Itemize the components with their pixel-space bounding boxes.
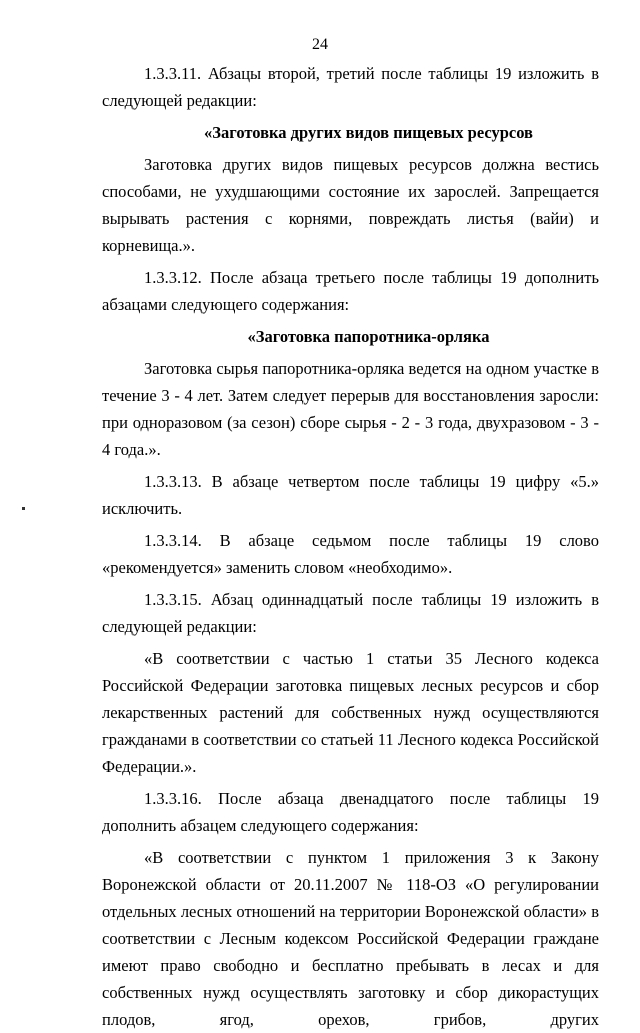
paragraph-1-3-3-12: 1.3.3.12. После абзаца третьего после таблицы 19 дополнить абзацами следующего содержания: — [102, 268, 599, 314]
paragraph-voronezh-law-quote: «В соответствии с пунктом 1 приложения 3 к Закону Воронежской области от 20.11.2007 № 118-ОЗ «О регулировании отдельных лесных отношений на территории Воронежской области» в соответствии с Лесным кодексом Российской Федерации граждане имеют право свободно и бесплатно пребывать в лесах и для собственных нужд осуществлять заготовку и сбор дикорастущих плодов, ягод, орехов, грибов, других — [102, 848, 599, 1029]
paragraph-bracken-fern: Заготовка сырья папоротника-орляка ведется на одном участке в течение 3 - 4 лет. Затем следует перерыв для восстановления заросли: при одноразовом (за сезон) сборе сырья - 2 - 3 года, двухразовом - 3 - 4 года.». — [102, 359, 599, 459]
paragraph-1-3-3-14: 1.3.3.14. В абзаце седьмом после таблицы 19 слово «рекомендуется» заменить словом «необходимо». — [102, 531, 599, 577]
heading-bracken-fern: «Заготовка папоротника-орляка — [247, 327, 490, 346]
heading-other-food-resources: «Заготовка других видов пищевых ресурсов — [204, 123, 533, 142]
scan-speck — [22, 507, 25, 510]
document-body — [102, 60, 599, 1033]
paragraph-1-3-3-15: 1.3.3.15. Абзац одиннадцатый после таблицы 19 изложить в следующей редакции: — [102, 590, 599, 636]
paragraph-forest-code-quote: «В соответствии с частью 1 статьи 35 Лесного кодекса Российской Федерации заготовка пищевых лесных ресурсов и сбор лекарственных растений для собственных нужд осуществляются гражданами в соответствии со статьей 11 Лесного кодекса Российской Федерации.». — [102, 649, 599, 776]
paragraph-other-food-resources: Заготовка других видов пищевых ресурсов должна вестись способами, не ухудшающими состояние их зарослей. Запрещается вырывать растения с корнями, повреждать листья (вайи) и корневища.». — [102, 155, 599, 255]
paragraph-1-3-3-16: 1.3.3.16. После абзаца двенадцатого после таблицы 19 дополнить абзацем следующего содержания: — [102, 789, 599, 835]
paragraph-1-3-3-11: 1.3.3.11. Абзацы второй, третий после таблицы 19 изложить в следующей редакции: — [102, 64, 599, 110]
page-number: 24 — [312, 36, 328, 53]
paragraph-1-3-3-13: 1.3.3.13. В абзаце четвертом после таблицы 19 цифру «5.» исключить. — [102, 472, 599, 518]
